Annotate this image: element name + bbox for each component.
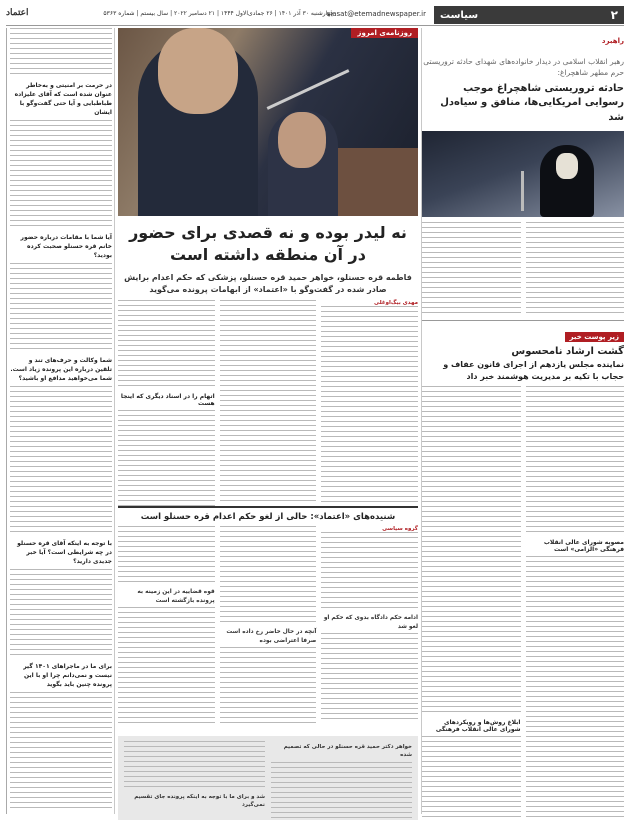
quote-box	[118, 736, 418, 820]
text-lines	[220, 647, 317, 727]
text-lines	[271, 762, 412, 820]
text-lines	[118, 607, 215, 727]
text-lines	[526, 386, 625, 536]
second-headline: گشت ارشاد نامحسوس	[511, 346, 624, 357]
main-story-lead: فاطمه قره حسنلو، خواهر حمید قره حسنلو، پزشکی که حکم اعدام برایش صادر شده در گفت‌وگو با «اعتماد» از ابهامات پرونده می‌گوید	[124, 273, 412, 294]
body-text-column	[321, 300, 418, 505]
text-lines	[118, 300, 215, 390]
second-kicker: زیر پوست خبر	[565, 332, 624, 342]
interview-continuation-column	[6, 28, 112, 814]
section-label: سیاست	[440, 9, 479, 21]
interview-question: در حرمت بر امنیتی و به‌خاطر عنوان شده است که آقای علیزاده طباطبایی و آیا حتی گفت‌وگو با ایشان	[14, 82, 112, 116]
interview-question: با توجه به اینکه آقای قره حسنلو در چه شرایطی است؟ آیا خبر جدیدی دارید؟	[17, 540, 112, 565]
byline: گروه سیاسی	[382, 526, 418, 532]
text-lines	[118, 526, 215, 586]
body-text-column	[526, 222, 625, 314]
text-lines	[422, 386, 521, 716]
interview-question: برای ما در ماجراهای ۱۴۰۱ گیر نیست و نمی‌دانم چرا او با این پرونده چنین باید بگوید	[23, 663, 112, 688]
section-tab	[434, 6, 624, 24]
bullet-point: قوه قضاییه در این زمینه به پرونده بازگشته است	[137, 589, 215, 604]
second-article	[422, 320, 624, 820]
body-text-column	[118, 526, 215, 731]
body-text-column	[220, 300, 317, 505]
lead-article-headline: حادثه تروریستی شاهچراغ موجب رسوایی امریکایی‌ها، منافق و سیاه‌دل شد	[440, 82, 624, 123]
photo-head-background	[278, 112, 326, 168]
inline-subhead: اتهام را در اسناد دیگری که اینجا هست	[120, 393, 215, 407]
body-text-column	[422, 222, 521, 314]
quote-bullet: خواهر دکتر حمید قره حسنلو در حالی که تصمیم شده	[283, 744, 412, 759]
main-story-body	[118, 300, 418, 505]
body-text-column	[118, 300, 215, 505]
text-lines	[10, 692, 112, 812]
text-lines	[10, 263, 112, 353]
page-header	[6, 6, 624, 24]
text-lines	[10, 120, 112, 230]
text-lines	[422, 736, 521, 820]
main-story-headline: نه لیدر بوده و نه قصدی برای حضور در آن منطقه داشته است	[129, 223, 407, 264]
main-story-photo	[118, 28, 418, 216]
right-kicker: راهبرد	[601, 37, 624, 45]
photo-microphone	[267, 69, 350, 110]
header-rule	[6, 25, 624, 26]
text-lines	[118, 410, 215, 510]
quote-column	[271, 741, 412, 820]
photo-desk	[338, 148, 418, 216]
second-subheadline: نماینده مجلس یازدهم از اجرای قانون عفاف و حجاب با تکیه بر مدیریت هوشمند خبر داد	[443, 360, 624, 381]
text-lines	[220, 300, 317, 505]
text-lines	[321, 306, 418, 502]
photo-head-foreground	[158, 28, 238, 114]
body-text-column	[321, 526, 418, 731]
text-lines	[10, 386, 112, 536]
inline-subhead-2: ابلاغ روش‌ها و رویکردهای شورای عالی انقلاب فرهنگی	[435, 719, 521, 734]
text-lines	[321, 532, 418, 612]
body-text-column	[220, 526, 317, 731]
lead-article-subtitle: رهبر انقلاب اسلامی در دیدار خانواده‌های شهدای حادثه تروریستی حرم مطهر شاهچراغ:	[423, 57, 624, 78]
news-box-body	[118, 526, 418, 731]
bullet-point: آنچه در حال حاضر رخ داده است صرفا اعتراضی بوده	[226, 629, 317, 644]
bullet-point: ادامه حکم دادگاه بدوی که حکم او لغو شد	[323, 615, 418, 630]
leader-photo	[422, 131, 624, 217]
body-text-column	[422, 386, 521, 820]
text-lines	[220, 526, 317, 626]
photo-turban	[556, 153, 578, 179]
right-column	[422, 28, 624, 820]
quote-column	[124, 741, 265, 820]
byline: مهدی بیگ‌اوغلی	[374, 300, 418, 306]
second-article-body	[422, 386, 624, 820]
page-number: ۲	[610, 8, 618, 22]
text-lines	[321, 633, 418, 723]
body-text-column	[526, 386, 625, 820]
photo-microphone	[521, 171, 524, 211]
newspaper-logo: اعتماد	[6, 8, 29, 18]
text-lines	[10, 28, 112, 78]
interview-question: آیا شما با مقامات درباره حضور خانم قره حسنلو صحبت کرده بودید؟	[20, 234, 112, 259]
main-story-kicker: روزنامه‌ی امروز	[351, 28, 418, 38]
lead-article-body	[422, 222, 624, 314]
text-lines	[10, 569, 112, 659]
section-email: siasat@etemadnewspaper.ir	[326, 10, 426, 18]
column-divider	[114, 28, 115, 814]
text-lines	[526, 556, 625, 820]
text-lines	[124, 741, 265, 791]
dateline: چهارشنبه ۳۰ آذر ۱۴۰۱ | ۲۶ جمادی‌الاول ۱۴۴۴ | ۲۱ دسامبر ۲۰۲۲ | سال بیستم | شماره ۵۳۶۳	[103, 10, 334, 17]
news-box-title: شنیده‌های «اعتماد»: حالی از لغو حکم اعدام قره حسنلو است	[140, 512, 396, 522]
quote-bullet: شد و برای ما با توجه به اینکه پرونده جای تقسیم نمی‌گیرد	[134, 794, 265, 809]
interview-question: شما وکالت و حرف‌های تند و تلقین درباره این پرونده زیاد است. شما می‌خواهید مدافع او باشید؟	[10, 357, 112, 382]
news-box	[118, 506, 418, 731]
inline-subhead: مصوبه شورای عالی انقلاب فرهنگی «الزامی» است	[543, 539, 624, 554]
